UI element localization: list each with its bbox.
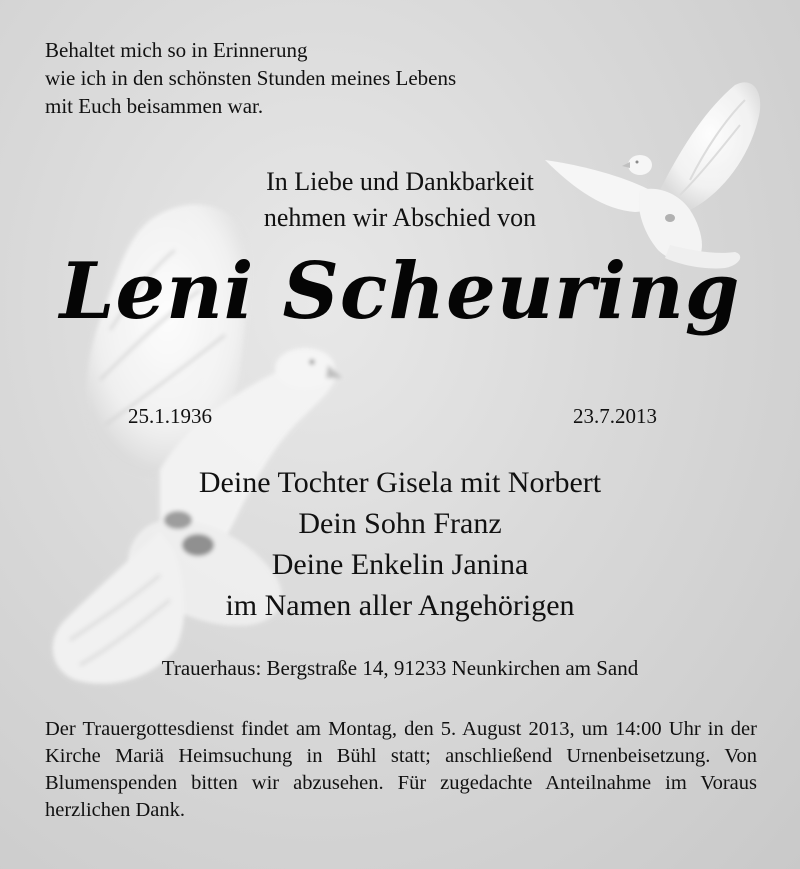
mourner-line: Dein Sohn Franz — [298, 507, 502, 540]
service-details: Der Trauergottesdienst findet am Montag, den 5. August 2013, um 14:00 Uhr in der Kirche Mariä Heimsuchung in Bühl statt; anschließend Urnenbeisetzung. Von Blumenspenden bitten wir abzusehen. Für zugedachte Anteilnahme im Voraus herzlichen Dank. — [45, 718, 757, 821]
mourner-line: Deine Tochter Gisela mit Norbert — [198, 466, 602, 499]
farewell-intro — [0, 164, 800, 236]
death-date: 23.7.2013 — [573, 404, 657, 428]
mourner-line: Deine Enkelin Janina — [271, 548, 529, 581]
birth-date: 25.1.1936 — [128, 404, 212, 428]
mourners-list — [0, 462, 800, 626]
motto-line: Behaltet mich so in Erinnerung — [45, 38, 308, 62]
intro-line: nehmen wir Abschied von — [263, 203, 537, 232]
motto-line: wie ich in den schönsten Stunden meines Lebens — [45, 66, 457, 90]
mourning-house-address: Trauerhaus: Bergstraße 14, 91233 Neunkirchen am Sand — [161, 656, 639, 680]
deceased-name: Leni Scheuring — [59, 246, 741, 337]
motto-line: mit Euch beisammen war. — [45, 94, 264, 118]
mourner-line: im Namen aller Angehörigen — [225, 589, 575, 622]
intro-line: In Liebe und Dankbarkeit — [266, 167, 534, 196]
motto-verse — [45, 36, 456, 120]
